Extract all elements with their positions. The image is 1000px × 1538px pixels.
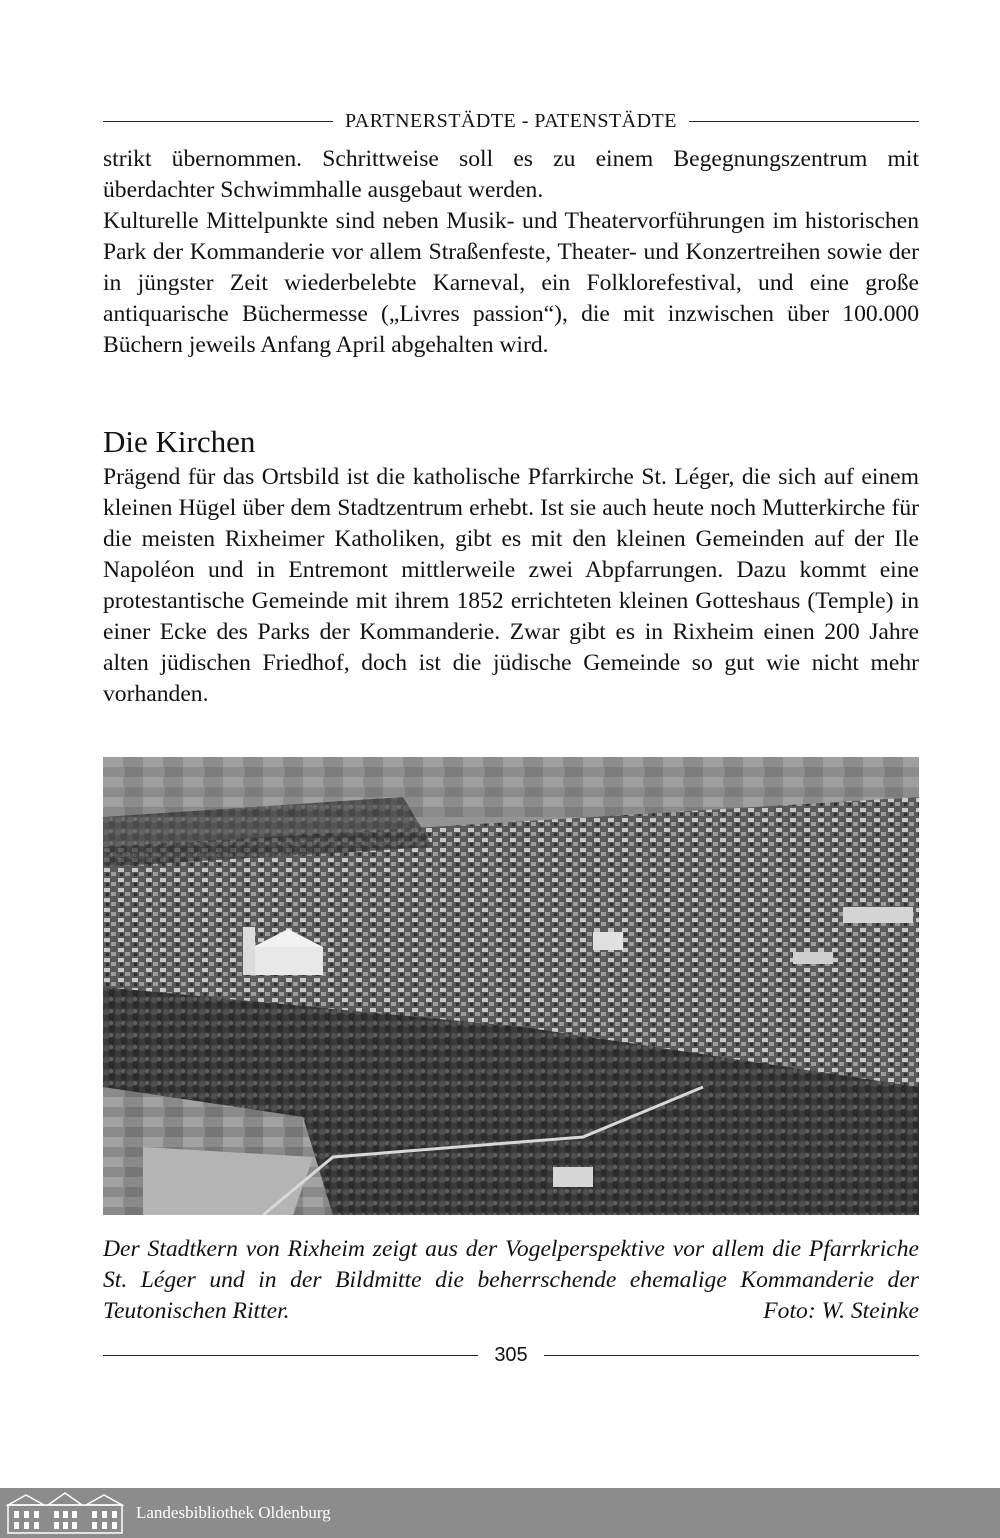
aerial-photo [103, 757, 919, 1215]
header-rule-right [689, 121, 919, 122]
page-number: 305 [494, 1343, 528, 1366]
library-building-icon [6, 1491, 124, 1535]
paragraph-3: Prägend für das Ortsbild ist die katholische Pfarrkirche St. Léger, die sich auf einem kleinen Hügel über dem Stadtzentrum erhebt. Ist sie auch heute noch Mutterkirche für die meisten Rixheimer Katholiken, gibt es mit den kleinen Gemeinden auf der Ile Napoléon und in Entremont mittlerweile zwei Abpfarrungen. Dazu kommt eine protestantische Gemeinde mit ihrem 1852 errichteten kleinen Gotteshaus (Temple) in einer Ecke des Parks der Kommanderie. Zwar gibt es in Rixheim einen 200 Jahre alten jüdischen Friedhof, doch ist die jüdische Gemeinde so gut wie nicht mehr vorhanden. [103, 464, 919, 707]
footer-rule-left [103, 1355, 478, 1356]
aerial-photo-illustration [103, 757, 919, 1215]
paragraph-1: strikt übernommen. Schrittweise soll es zu einem Begegnungszentrum mit überdachter Schwimmhalle ausgebaut werden. [103, 146, 919, 203]
library-name: Landesbibliothek Oldenburg [136, 1503, 331, 1522]
section-heading: Die Kirchen [103, 424, 256, 459]
running-title: PARTNERSTÄDTE - PATENSTÄDTE [345, 109, 677, 132]
paragraph-2: Kulturelle Mittelpunkte sind neben Musik- und Theatervorführungen im historischen Park der Kommanderie vor allem Straßenfeste, Theater- und Konzertreihen sowie der in jüngster Zeit wiederbelebte Karneval, ein Folklorefestival, und eine große antiquarische Büchermesse („Livres passion“), die mit inzwischen über 100.000 Büchern jeweils Anfang April abgehalten wird. [103, 208, 919, 358]
caption-text: Der Stadtkern von Rixheim zeigt aus der Vogelperspektive vor allem die Pfarrkriche St. Léger und in der Bildmitte die beherrschende ehemalige Kommanderie der Teutonischen Ritter. [103, 1236, 919, 1324]
photo-credit: Foto: W. Steinke [763, 1298, 919, 1324]
footer-rule-right [544, 1355, 919, 1356]
figure-caption [103, 1234, 919, 1327]
running-header [103, 106, 919, 136]
header-rule-left [103, 121, 333, 122]
library-footer-bar [0, 1488, 1000, 1538]
page-footer [103, 1340, 919, 1370]
